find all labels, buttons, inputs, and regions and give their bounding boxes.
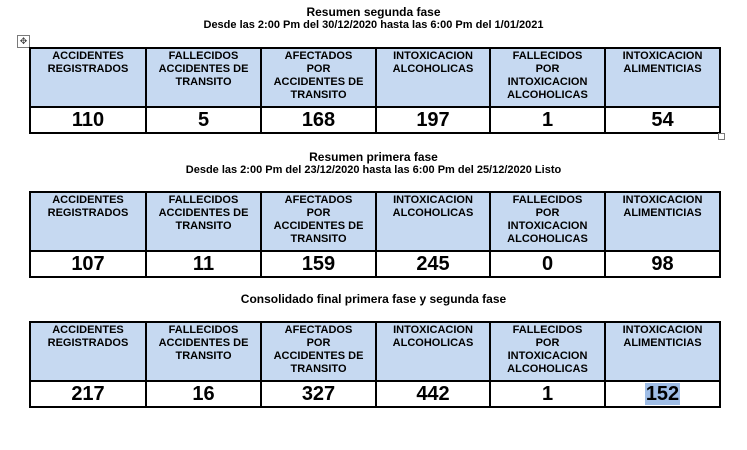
header-cell: FALLECIDOS ACCIDENTES DE TRANSITO <box>146 192 261 251</box>
header-cell: FALLECIDOS POR INTOXICACION ALCOHOLICAS <box>490 192 605 251</box>
table-value-row <box>30 251 720 277</box>
header-cell: INTOXICACION ALCOHOLICAS <box>376 48 490 107</box>
header-cell: INTOXICACION ALCOHOLICAS <box>376 322 490 381</box>
value-cell: 217 <box>30 381 146 407</box>
header-cell: AFECTADOS POR ACCIDENTES DE TRANSITO <box>261 322 376 381</box>
table-move-handle-icon[interactable]: ✥ <box>17 35 30 48</box>
value-cell: 107 <box>30 251 146 277</box>
section-primera-fase <box>0 151 747 177</box>
selected-text[interactable]: 152 <box>645 383 680 405</box>
table-header-row <box>30 192 720 251</box>
section-segunda-fase <box>0 6 747 32</box>
table-value-row <box>30 381 720 407</box>
header-cell: AFECTADOS POR ACCIDENTES DE TRANSITO <box>261 48 376 107</box>
value-cell: 11 <box>146 251 261 277</box>
value-cell: 159 <box>261 251 376 277</box>
value-cell-selected[interactable] <box>605 381 720 407</box>
header-cell: ACCIDENTES REGISTRADOS <box>30 322 146 381</box>
header-cell: INTOXICACION ALCOHOLICAS <box>376 192 490 251</box>
header-cell: FALLECIDOS POR INTOXICACION ALCOHOLICAS <box>490 48 605 107</box>
header-cell: FALLECIDOS ACCIDENTES DE TRANSITO <box>146 48 261 107</box>
section-subtitle: Desde las 2:00 Pm del 23/12/2020 hasta las 6:00 Pm del 25/12/2020 Listo <box>185 164 562 176</box>
table-resize-handle-icon[interactable] <box>718 133 725 140</box>
section-title: Resumen primera fase <box>309 150 438 164</box>
value-cell: 245 <box>376 251 490 277</box>
value-cell: 54 <box>605 107 720 133</box>
header-cell: AFECTADOS POR ACCIDENTES DE TRANSITO <box>261 192 376 251</box>
header-cell: INTOXICACION ALIMENTICIAS <box>605 322 720 381</box>
value-cell: 98 <box>605 251 720 277</box>
table-header-row <box>30 322 720 381</box>
header-cell: FALLECIDOS ACCIDENTES DE TRANSITO <box>146 322 261 381</box>
section-title: Resumen segunda fase <box>306 5 441 19</box>
table-value-row <box>30 107 720 133</box>
section-consolidado <box>0 293 747 306</box>
header-cell: FALLECIDOS POR INTOXICACION ALCOHOLICAS <box>490 322 605 381</box>
header-cell: INTOXICACION ALIMENTICIAS <box>605 48 720 107</box>
value-cell: 0 <box>490 251 605 277</box>
value-cell: 442 <box>376 381 490 407</box>
value-cell: 16 <box>146 381 261 407</box>
table-header-row <box>30 48 720 107</box>
header-cell: ACCIDENTES REGISTRADOS <box>30 192 146 251</box>
value-cell: 197 <box>376 107 490 133</box>
value-cell: 110 <box>30 107 146 133</box>
summary-table-consolidado <box>29 321 721 408</box>
value-cell: 327 <box>261 381 376 407</box>
summary-table-primera-fase <box>29 191 721 278</box>
value-cell: 168 <box>261 107 376 133</box>
header-cell: INTOXICACION ALIMENTICIAS <box>605 192 720 251</box>
section-subtitle: Desde las 2:00 Pm del 30/12/2020 hasta las 6:00 Pm del 1/01/2021 <box>203 19 544 31</box>
value-cell: 1 <box>490 381 605 407</box>
section-title: Consolidado final primera fase y segunda fase <box>240 292 507 306</box>
summary-table-segunda-fase <box>29 47 721 134</box>
header-cell: ACCIDENTES REGISTRADOS <box>30 48 146 107</box>
value-cell: 1 <box>490 107 605 133</box>
value-cell: 5 <box>146 107 261 133</box>
